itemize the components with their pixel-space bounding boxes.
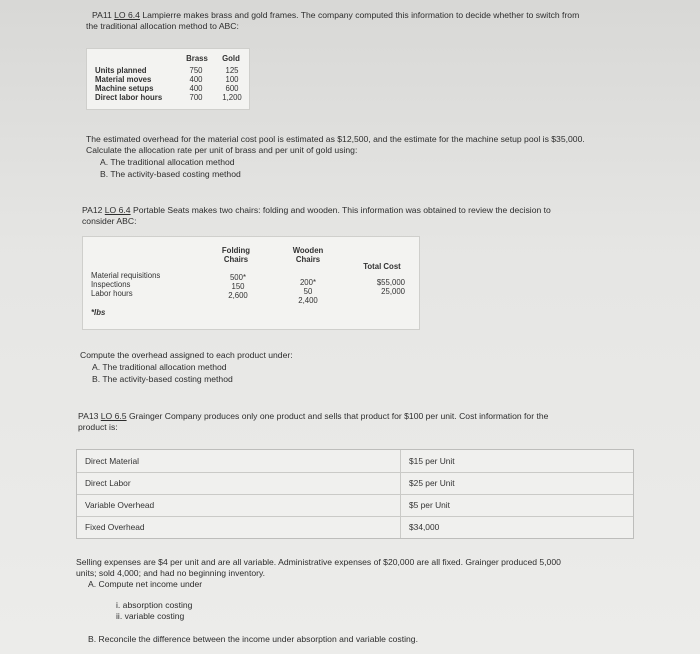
pa11-line1: Lampierre makes brass and gold frames. The company computed this information to decide whether to switch from xyxy=(142,10,580,20)
pa11-id: PA11 xyxy=(92,10,112,20)
pa11-row-label: Machine setups xyxy=(95,84,154,93)
pa13-option-b: B. Reconcile the difference between the income under absorption and variable costing. xyxy=(88,634,418,644)
pa12-row-label: Labor hours xyxy=(91,289,133,298)
pa13-line2: product is: xyxy=(78,422,118,432)
pa12-cell: 500* xyxy=(229,273,247,282)
cost-amount: $34,000 xyxy=(409,522,440,532)
pa12-cell: 2,400 xyxy=(298,296,318,305)
pa12-row-label: Material requisitions xyxy=(91,271,161,280)
pa11-cell: 600 xyxy=(225,84,239,93)
pa13-option-a-ii: ii. variable costing xyxy=(116,611,185,621)
pa13-paragraph-1: Selling expenses are $4 per unit and are all variable. Administrative expenses of $20,000 are all fixed. Grainger produced 5,000 xyxy=(76,557,561,567)
pa12-cell: 200* xyxy=(299,278,317,287)
pa12-lo-link[interactable]: LO 6.4 xyxy=(104,205,131,215)
pa12-col-total: Total Cost xyxy=(363,262,401,271)
pa11-cell: 700 xyxy=(189,93,203,102)
pa11-table xyxy=(86,48,250,110)
pa11-cell: 1,200 xyxy=(222,93,242,102)
pa12-cell: 25,000 xyxy=(381,287,405,296)
pa12-col-folding-line2: Chairs xyxy=(223,255,249,264)
pa13-lo-link[interactable]: LO 6.5 xyxy=(100,411,127,421)
pa12-line2: consider ABC: xyxy=(82,216,137,226)
pa13-heading xyxy=(78,411,548,422)
pa11-row-label: Units planned xyxy=(95,66,147,75)
pa11-heading xyxy=(92,10,579,21)
pa11-col-brass: Brass xyxy=(186,54,208,63)
pa12-col-wooden-line1: Wooden xyxy=(292,246,324,255)
pa12-col-folding xyxy=(209,246,263,264)
pa11-cell: 400 xyxy=(189,84,203,93)
pa12-option-a: A. The traditional allocation method xyxy=(92,362,227,372)
pa11-paragraph-2: Calculate the allocation rate per unit of brass and per unit of gold using: xyxy=(86,145,358,155)
pa12-paragraph-1: Compute the overhead assigned to each product under: xyxy=(80,350,293,360)
pa11-cell: 400 xyxy=(189,75,203,84)
pa13-paragraph-2: units; sold 4,000; and had no beginning inventory. xyxy=(76,568,266,578)
cost-label: Variable Overhead xyxy=(85,500,155,510)
pa13-cost-table xyxy=(76,449,634,539)
pa12-id: PA12 xyxy=(82,205,103,215)
pa12-row-label: Inspections xyxy=(91,280,131,289)
pa11-option-b: B. The activity-based costing method xyxy=(100,169,241,179)
pa12-cell: 150 xyxy=(231,282,245,291)
cost-amount: $5 per Unit xyxy=(409,500,450,510)
pa11-option-a: A. The traditional allocation method xyxy=(100,157,235,167)
cost-amount: $15 per Unit xyxy=(409,456,455,466)
pa11-cell: 100 xyxy=(225,75,239,84)
pa11-row-label: Material moves xyxy=(95,75,152,84)
pa11-col-gold: Gold xyxy=(222,54,240,63)
cost-label: Direct Labor xyxy=(85,478,131,488)
pa11-row-label: Direct labor hours xyxy=(95,93,163,102)
pa13-id: PA13 xyxy=(78,411,99,421)
pa12-cell: 2,600 xyxy=(228,291,248,300)
cost-amount: $25 per Unit xyxy=(409,478,455,488)
pa12-heading xyxy=(82,205,551,216)
pa12-cell: 50 xyxy=(303,287,313,296)
pa11-lo-link[interactable]: LO 6.4 xyxy=(114,10,140,20)
pa12-option-b: B. The activity-based costing method xyxy=(92,374,233,384)
table-row xyxy=(77,494,633,517)
cost-label: Direct Material xyxy=(85,456,139,466)
pa12-cell: $55,000 xyxy=(376,278,405,287)
table-row xyxy=(77,472,633,495)
pa12-col-wooden xyxy=(281,246,335,264)
table-row xyxy=(77,450,633,473)
pa11-cell: 125 xyxy=(225,66,239,75)
pa13-line1: Grainger Company produces only one product and sells that product for $100 per unit. Cost information for the xyxy=(128,411,549,421)
cost-label: Fixed Overhead xyxy=(85,522,145,532)
pa12-line1: Portable Seats makes two chairs: folding and wooden. This information was obtained to review the decision to xyxy=(132,205,551,215)
pa12-table xyxy=(82,236,420,330)
table-row xyxy=(77,516,633,538)
pa11-cell: 750 xyxy=(189,66,203,75)
pa13-option-a-i: i. absorption costing xyxy=(116,600,193,610)
pa12-footnote: *lbs xyxy=(91,308,106,317)
pa11-paragraph-1: The estimated overhead for the material cost pool is estimated as $12,500, and the estimate for the machine setup pool is $35,000. xyxy=(86,134,585,144)
pa13-option-a: A. Compute net income under xyxy=(88,579,203,589)
pa11-line2: the traditional allocation method to ABC: xyxy=(86,21,239,31)
pa12-col-folding-line1: Folding xyxy=(221,246,251,255)
pa12-col-wooden-line2: Chairs xyxy=(295,255,321,264)
